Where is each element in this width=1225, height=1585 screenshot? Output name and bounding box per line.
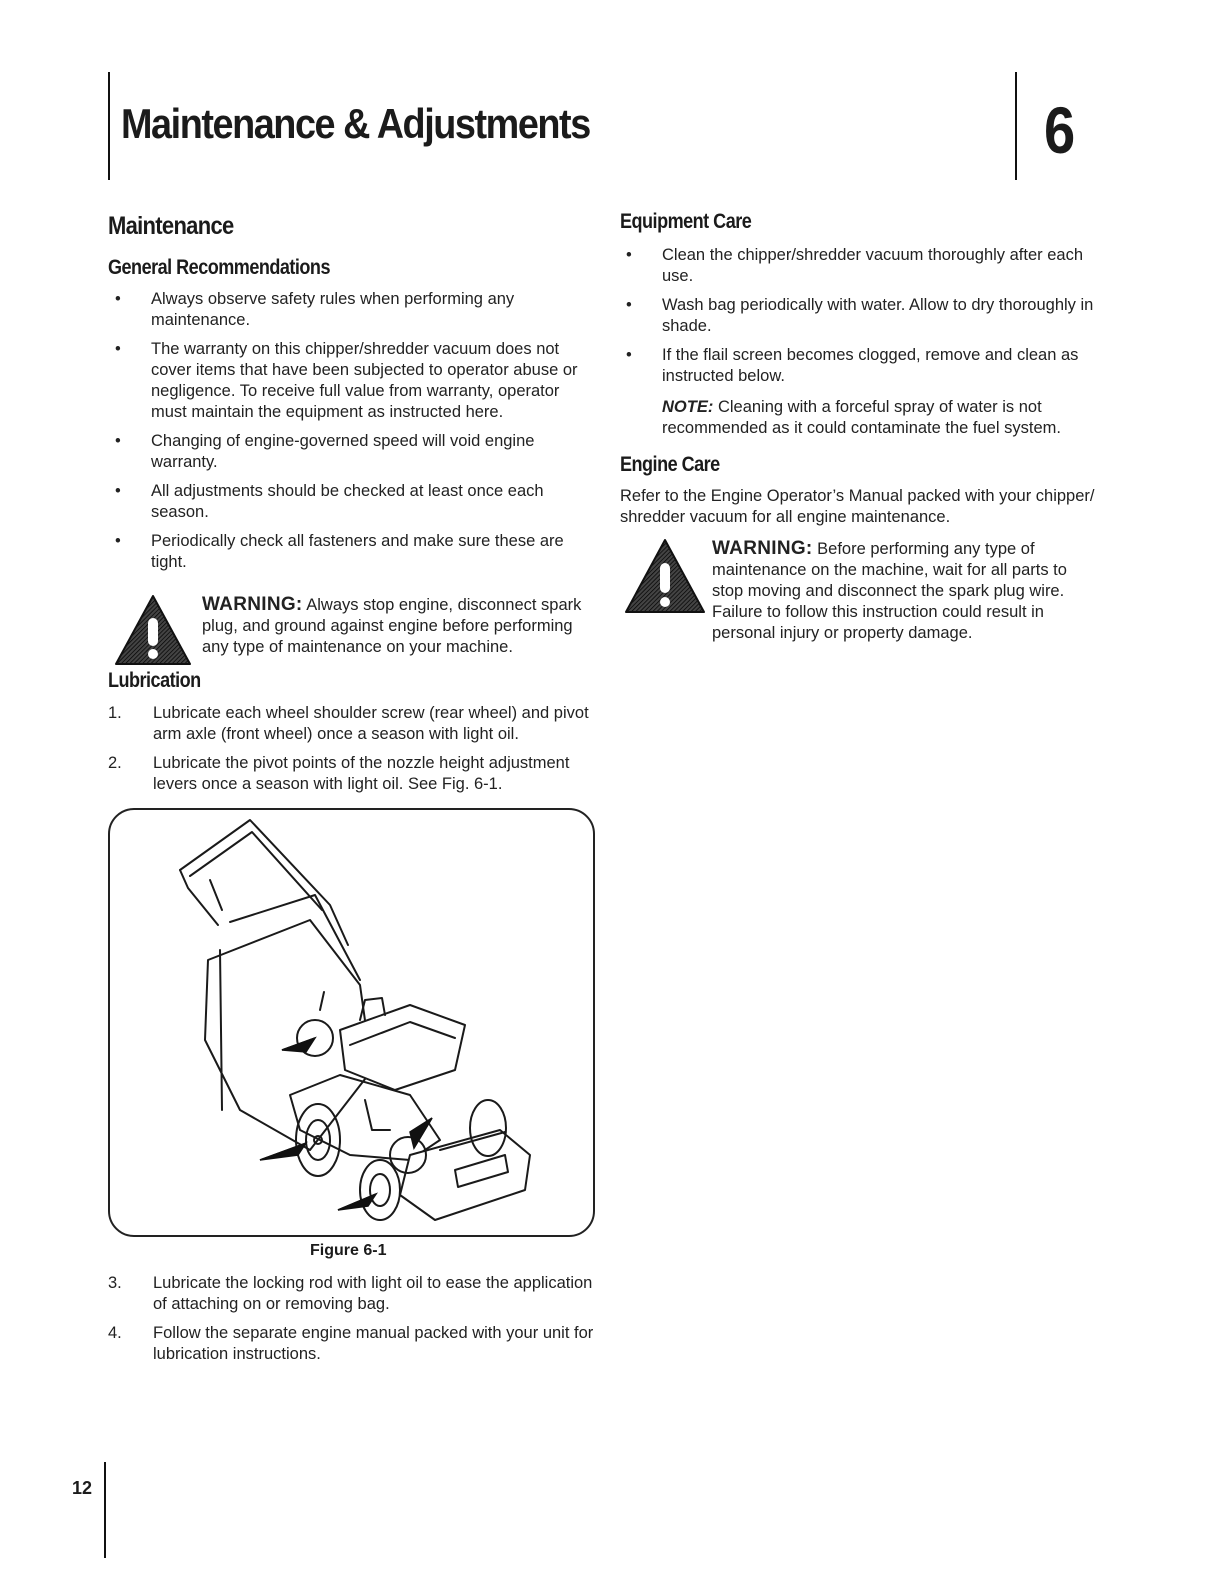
warning-block-right [624,538,1104,648]
list-item: • Clean the chipper/shredder vacuum thoroughly after each use. [626,246,1083,285]
warning-text: Before performing any type of maintenance on the machine, wait for all parts to stop moving and disconnect the spark plug wire. Failure to follow this instruction could result in personal injury or property damage. [712,540,1067,642]
section-title-maintenance: Maintenance [108,212,234,240]
list-item: • Wash bag periodically with water. Allow to dry thoroughly in shade. [626,296,1094,335]
list-item: • Changing of engine-governed speed will void engine warranty. [115,432,535,471]
warning-triangle-icon [624,538,706,614]
subsection-title-general: General Recommendations [108,256,330,279]
chipper-shredder-illustration [110,810,593,1235]
chapter-number: 6 [1044,93,1076,167]
header-left-rule [108,72,110,180]
list-item: • All adjustments should be checked at least once each season. [115,482,544,521]
lubrication-steps-before [108,703,598,803]
subsection-title-lubrication: Lubrication [108,669,201,692]
note-text: Cleaning with a forceful spray of water is not recommended as it could contaminate the fuel system. [662,398,1061,437]
warning-triangle-icon [114,594,192,666]
page-title: Maintenance & Adjustments [121,100,590,147]
list-item: 4. Follow the separate engine manual packed with your unit for lubrication instructions. [108,1324,594,1363]
note-label: NOTE: [662,398,714,416]
figure-caption: Figure 6-1 [310,1242,387,1259]
equipment-care-list [617,245,1107,395]
lubrication-steps-after [108,1273,598,1373]
footer-rule [104,1462,106,1558]
warning-text: Always stop engine, disconnect spark plug, and ground against engine before performing any type of maintenance on your machine. [202,596,582,656]
list-item: 2. Lubricate the pivot points of the nozzle height adjustment levers once a season with light oil. See Fig. 6-1. [108,754,570,793]
figure-6-1 [108,808,595,1237]
subsection-title-equipment-care: Equipment Care [620,210,752,233]
engine-care-text: Refer to the Engine Operator’s Manual packed with your chipper/ shredder vacuum for all engine maintenance. [620,487,1095,526]
list-item: • Periodically check all fasteners and make sure these are tight. [115,532,564,571]
page-number: 12 [72,1478,93,1498]
subsection-title-engine-care: Engine Care [620,453,720,476]
warning-label: WARNING: [712,538,813,559]
warning-block-left [114,594,594,664]
list-item: • The warranty on this chipper/shredder vacuum does not cover items that have been subjected to operator abuse or negligence. To receive full value from warranty, operator must maintain the equipment as instructed here. [115,340,578,421]
general-recommendations-list [106,289,596,581]
warning-label: WARNING: [202,594,303,615]
equipment-care-note [662,397,1092,439]
list-item: • Always observe safety rules when performing any maintenance. [115,290,515,329]
header-right-rule [1015,72,1017,180]
list-item: 3. Lubricate the locking rod with light oil to ease the application of attaching on or removing bag. [108,1274,593,1313]
list-item: 1. Lubricate each wheel shoulder screw (rear wheel) and pivot arm axle (front wheel) once a season with light oil. [108,704,589,743]
list-item: • If the flail screen becomes clogged, remove and clean as instructed below. [626,346,1079,385]
